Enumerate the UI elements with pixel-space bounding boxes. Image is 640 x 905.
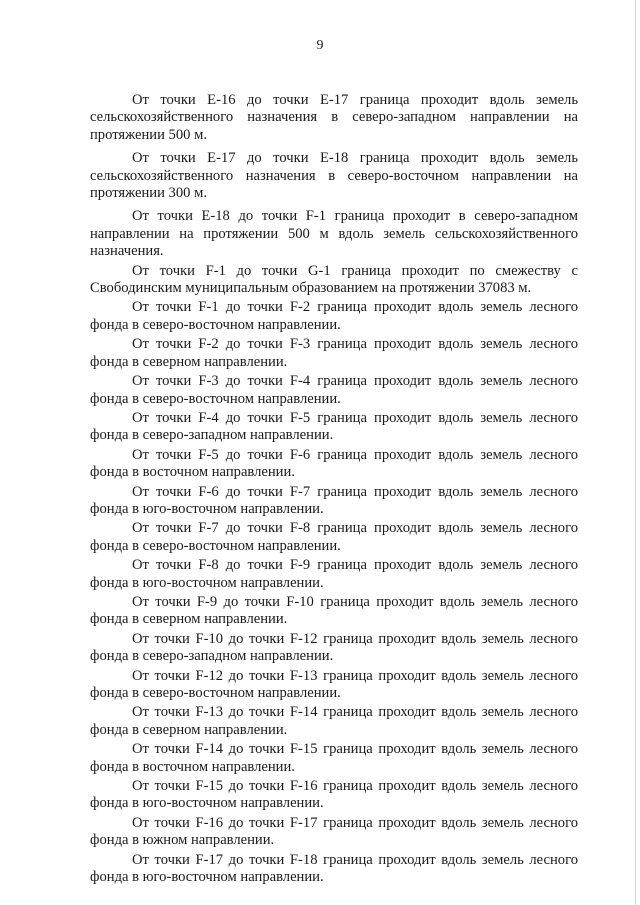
paragraph: От точки F-5 до точки F-6 граница проходит вдоль земель лесного фонда в восточном направлении. (90, 446, 578, 481)
paragraph: От точки F-4 до точки F-5 граница проходит вдоль земель лесного фонда в северо-западном направлении. (90, 409, 578, 444)
paragraph: От точки F-13 до точки F-14 граница проходит вдоль земель лесного фонда в северном направлении. (90, 704, 578, 738)
paragraph: От точки F-12 до точки F-13 граница проходит вдоль земель лесного фонда в северо-восточном направлении. (90, 667, 578, 701)
paragraph: От точки F-6 до точки F-7 граница проходит вдоль земель лесного фонда в юго-восточном направлении. (90, 483, 578, 517)
paragraph: От точки Е-17 до точки Е-18 граница проходит вдоль земель сельскохозяйственного назначения в северо-восточном направлении на протяжении 300 м. (90, 150, 578, 202)
paragraph: От точки F-1 до точки G-1 граница проходит по смежеству с Свободинским муниципальным образованием на протяжении 37083 м. (90, 262, 578, 297)
paragraph: От точки F-2 до точки F-3 граница проходит вдоль земель лесного фонда в северном направлении. (90, 336, 578, 370)
paragraph: От точки F-16 до точки F-17 граница проходит вдоль земель лесного фонда в южном направлении. (90, 814, 578, 849)
paragraph: От точки Е-18 до точки F-1 граница проходит в северо-западном направлении на протяжении 500 м вдоль земель сельскохозяйственного назначения. (90, 208, 578, 260)
paragraph: От точки F-15 до точки F-16 граница проходит вдоль земель лесного фонда в юго-восточном направлении. (90, 778, 578, 812)
paragraph: От точки Е-16 до точки Е-17 граница проходит вдоль земель сельскохозяйственного назначения в северо-западном направлении на протяжении 500 м. (90, 92, 578, 143)
paragraph: От точки F-1 до точки F-2 граница проходит вдоль земель лесного фонда в северо-восточном направлении. (90, 299, 578, 333)
page-number: 9 (316, 38, 324, 53)
paragraph: От точки F-17 до точки F-18 граница проходит вдоль земель лесного фонда в юго-восточном направлении. (90, 851, 578, 886)
paragraph: От точки F-14 до точки F-15 граница проходит вдоль земель лесного фонда в восточном направлении. (90, 741, 578, 775)
paragraph: От точки F-7 до точки F-8 граница проходит вдоль земель лесного фонда в северо-восточном направлении. (90, 520, 578, 554)
paragraph: От точки F-9 до точки F-10 граница проходит вдоль земель лесного фонда в северном направлении. (90, 593, 578, 628)
paragraph: От точки F-10 до точки F-12 граница проходит вдоль земель лесного фонда в северо-западном направлении. (90, 630, 578, 665)
scan-edge-line (635, 0, 636, 905)
document-body (90, 92, 578, 886)
paragraph: От точки F-3 до точки F-4 граница проходит вдоль земель лесного фонда в северо-восточном направлении. (90, 373, 578, 407)
paragraph: От точки F-8 до точки F-9 граница проходит вдоль земель лесного фонда в юго-восточном направлении. (90, 557, 578, 591)
